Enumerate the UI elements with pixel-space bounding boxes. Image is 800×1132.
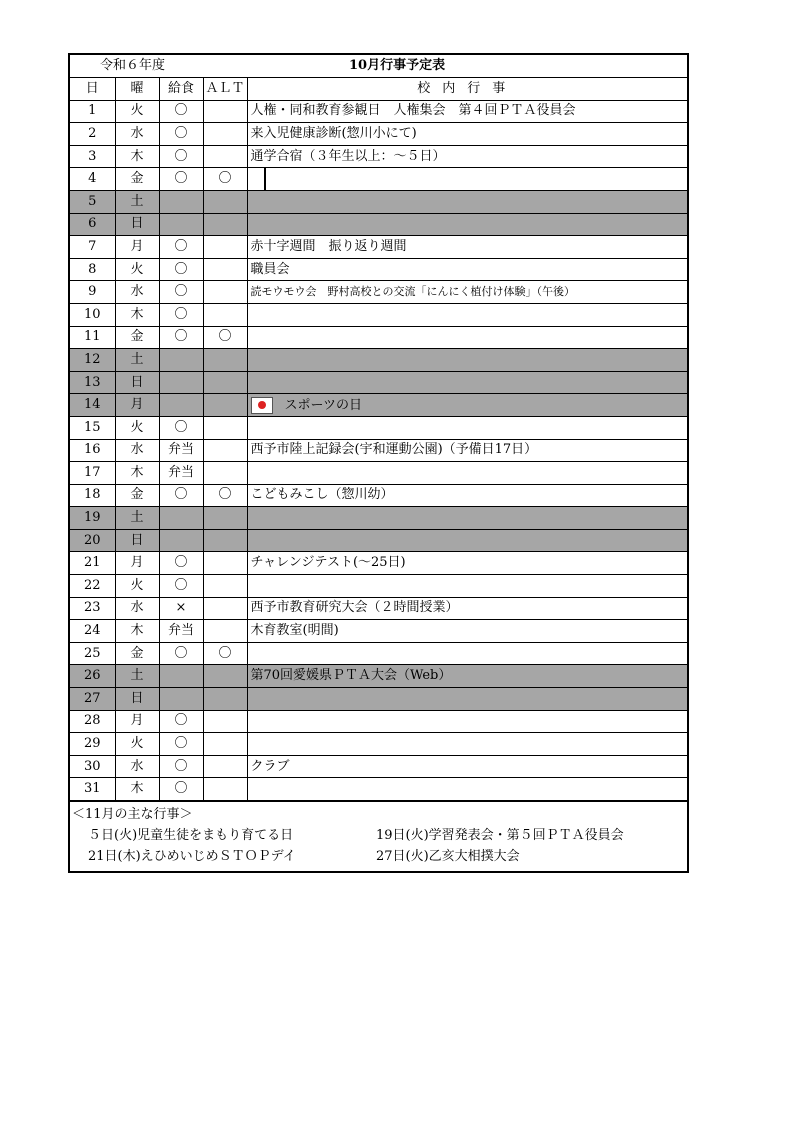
schedule-row	[70, 190, 687, 213]
weekday-cell: 日	[115, 213, 159, 236]
alt-cell	[203, 462, 247, 485]
fiscal-year: 令和６年度	[70, 55, 203, 78]
lunch-cell: 〇	[159, 281, 203, 304]
event-cell	[247, 258, 687, 281]
weekday-cell: 金	[115, 642, 159, 665]
note-item: 27日(火)乙亥大相撲大会	[376, 849, 520, 864]
alt-cell	[203, 213, 247, 236]
alt-cell	[203, 281, 247, 304]
event-cell	[247, 733, 687, 756]
day-cell: 4	[70, 168, 115, 191]
notes-heading: ＜11月の主な行事＞	[72, 807, 193, 822]
event-cell	[247, 710, 687, 733]
continuation-arrow-icon	[264, 168, 266, 192]
weekday-cell: 水	[115, 123, 159, 146]
schedule-row	[70, 642, 687, 665]
note-item: 21日(木)えひめいじめＳＴＯＰデイ	[88, 849, 296, 864]
schedule-row	[70, 145, 687, 168]
day-cell: 25	[70, 642, 115, 665]
weekday-cell: 日	[115, 529, 159, 552]
event-text: 職員会	[250, 261, 290, 277]
event-cell	[247, 688, 687, 711]
schedule-row	[70, 507, 687, 530]
event-cell	[247, 597, 687, 620]
weekday-cell: 金	[115, 168, 159, 191]
lunch-cell	[159, 665, 203, 688]
event-text: 来入児健康診断(惣川小にて)	[250, 125, 417, 141]
day-cell: 21	[70, 552, 115, 575]
weekday-cell: 木	[115, 462, 159, 485]
schedule-row	[70, 100, 687, 123]
alt-cell	[203, 145, 247, 168]
day-cell: 2	[70, 123, 115, 146]
event-cell	[247, 665, 687, 688]
day-cell: 30	[70, 755, 115, 778]
day-cell: 28	[70, 710, 115, 733]
alt-cell	[203, 394, 247, 417]
day-cell: 26	[70, 665, 115, 688]
day-cell: 23	[70, 597, 115, 620]
alt-cell	[203, 507, 247, 530]
day-cell: 10	[70, 303, 115, 326]
weekday-cell: 水	[115, 755, 159, 778]
schedule-row	[70, 710, 687, 733]
event-text: 西予市教育研究大会（２時間授業）	[250, 600, 459, 616]
event-cell	[247, 575, 687, 598]
day-cell: 18	[70, 484, 115, 507]
day-cell: 20	[70, 529, 115, 552]
page-title: 10月行事予定表	[203, 55, 687, 78]
weekday-cell: 木	[115, 620, 159, 643]
lunch-cell: 〇	[159, 575, 203, 598]
weekday-cell: 月	[115, 710, 159, 733]
day-cell: 15	[70, 416, 115, 439]
schedule-row	[70, 371, 687, 394]
col-header-events: 校内行事	[247, 78, 687, 101]
notes-row	[70, 846, 687, 867]
schedule-row	[70, 552, 687, 575]
alt-cell	[203, 416, 247, 439]
lunch-cell: 〇	[159, 258, 203, 281]
day-cell: 29	[70, 733, 115, 756]
weekday-cell: 木	[115, 145, 159, 168]
weekday-cell: 金	[115, 326, 159, 349]
schedule-row	[70, 123, 687, 146]
day-cell: 27	[70, 688, 115, 711]
event-text: 第70回愛媛県ＰＴＡ大会（Web）	[250, 668, 452, 684]
note-item: 19日(火)学習発表会・第５回ＰＴＡ役員会	[376, 828, 624, 843]
schedule-row	[70, 529, 687, 552]
day-cell: 6	[70, 213, 115, 236]
day-cell: 16	[70, 439, 115, 462]
weekday-cell: 水	[115, 281, 159, 304]
lunch-cell	[159, 371, 203, 394]
event-text: 西予市陸上記録会(宇和運動公園)（予備日17日）	[250, 442, 538, 458]
schedule-row	[70, 258, 687, 281]
alt-cell	[203, 349, 247, 372]
lunch-cell	[159, 394, 203, 417]
day-cell: 12	[70, 349, 115, 372]
alt-cell	[203, 100, 247, 123]
weekday-cell: 月	[115, 236, 159, 259]
schedule-row	[70, 733, 687, 756]
day-cell: 31	[70, 778, 115, 801]
weekday-cell: 月	[115, 552, 159, 575]
alt-cell	[203, 575, 247, 598]
alt-cell	[203, 371, 247, 394]
lunch-cell: 〇	[159, 552, 203, 575]
day-cell: 11	[70, 326, 115, 349]
schedule-row	[70, 281, 687, 304]
lunch-cell: 弁当	[159, 462, 203, 485]
event-cell	[247, 190, 687, 213]
alt-cell	[203, 529, 247, 552]
event-cell	[247, 416, 687, 439]
alt-cell: 〇	[203, 642, 247, 665]
event-cell	[247, 484, 687, 507]
event-cell	[247, 123, 687, 146]
alt-cell: 〇	[203, 484, 247, 507]
national-flag-icon	[251, 397, 273, 414]
november-notes	[70, 801, 687, 871]
day-cell: 7	[70, 236, 115, 259]
lunch-cell: ×	[159, 597, 203, 620]
day-cell: 1	[70, 100, 115, 123]
day-cell: 19	[70, 507, 115, 530]
event-text: チャレンジテスト(～25日)	[250, 555, 406, 571]
event-cell	[247, 303, 687, 326]
alt-cell	[203, 190, 247, 213]
col-header-lunch: 給食	[159, 78, 203, 101]
alt-cell	[203, 733, 247, 756]
alt-cell	[203, 665, 247, 688]
lunch-cell	[159, 190, 203, 213]
event-cell	[247, 371, 687, 394]
schedule-row	[70, 326, 687, 349]
weekday-cell: 金	[115, 484, 159, 507]
event-text: 通学合宿（３年生以上：～５日）	[250, 148, 446, 164]
schedule-row	[70, 168, 687, 191]
schedule-row	[70, 416, 687, 439]
weekday-cell: 火	[115, 733, 159, 756]
lunch-cell: 〇	[159, 733, 203, 756]
alt-cell: 〇	[203, 168, 247, 191]
schedule-row	[70, 236, 687, 259]
weekday-cell: 火	[115, 100, 159, 123]
alt-cell	[203, 778, 247, 801]
day-cell: 14	[70, 394, 115, 417]
lunch-cell: 〇	[159, 755, 203, 778]
event-text: スポーツの日	[284, 397, 362, 413]
note-item: ５日(火)児童生徒をまもり育てる日	[88, 828, 294, 843]
alt-cell	[203, 123, 247, 146]
lunch-cell	[159, 507, 203, 530]
lunch-cell: 〇	[159, 778, 203, 801]
col-header-alt: ＡＬＴ	[203, 78, 247, 101]
weekday-cell: 土	[115, 507, 159, 530]
lunch-cell: 〇	[159, 326, 203, 349]
schedule-row	[70, 394, 687, 417]
schedule-row	[70, 213, 687, 236]
alt-cell	[203, 710, 247, 733]
event-text: 人権・同和教育参観日 人権集会 第４回ＰＴＡ役員会	[250, 103, 576, 119]
event-cell	[247, 326, 687, 349]
weekday-cell: 土	[115, 190, 159, 213]
weekday-cell: 木	[115, 303, 159, 326]
event-text: 赤十字週間 振り返り週間	[250, 238, 407, 254]
event-cell	[247, 462, 687, 485]
schedule-row	[70, 597, 687, 620]
header-row	[70, 78, 687, 101]
event-cell	[247, 168, 687, 191]
lunch-cell: 〇	[159, 484, 203, 507]
event-cell	[247, 236, 687, 259]
alt-cell	[203, 236, 247, 259]
notes-row	[70, 825, 687, 846]
schedule-row	[70, 755, 687, 778]
schedule-row	[70, 620, 687, 643]
alt-cell	[203, 258, 247, 281]
schedule-row	[70, 303, 687, 326]
event-cell	[247, 552, 687, 575]
event-cell	[247, 778, 687, 801]
schedule-row	[70, 665, 687, 688]
col-header-day: 日	[70, 78, 115, 101]
alt-cell	[203, 303, 247, 326]
lunch-cell	[159, 213, 203, 236]
lunch-cell	[159, 529, 203, 552]
alt-cell	[203, 688, 247, 711]
day-cell: 13	[70, 371, 115, 394]
lunch-cell: 〇	[159, 168, 203, 191]
event-text: クラブ	[250, 758, 290, 774]
event-cell	[247, 213, 687, 236]
day-cell: 22	[70, 575, 115, 598]
event-cell	[247, 394, 687, 417]
event-cell	[247, 620, 687, 643]
weekday-cell: 土	[115, 665, 159, 688]
event-cell	[247, 349, 687, 372]
alt-cell	[203, 597, 247, 620]
weekday-cell: 日	[115, 688, 159, 711]
event-text: こどもみこし（惣川幼）	[250, 487, 394, 503]
event-cell	[247, 145, 687, 168]
schedule-row	[70, 688, 687, 711]
day-cell: 24	[70, 620, 115, 643]
event-cell	[247, 529, 687, 552]
lunch-cell: 〇	[159, 710, 203, 733]
day-cell: 17	[70, 462, 115, 485]
lunch-cell	[159, 688, 203, 711]
col-header-dow: 曜	[115, 78, 159, 101]
event-cell	[247, 507, 687, 530]
schedule-row	[70, 778, 687, 801]
lunch-cell: 弁当	[159, 620, 203, 643]
event-text: 読モウモウ会 野村高校との交流「にんにく植付け体験」（午後）	[250, 285, 575, 299]
weekday-cell: 火	[115, 416, 159, 439]
schedule-sheet	[68, 53, 689, 873]
weekday-cell: 木	[115, 778, 159, 801]
alt-cell: 〇	[203, 326, 247, 349]
schedule-row	[70, 575, 687, 598]
weekday-cell: 水	[115, 439, 159, 462]
day-cell: 8	[70, 258, 115, 281]
alt-cell	[203, 620, 247, 643]
weekday-cell: 月	[115, 394, 159, 417]
alt-cell	[203, 552, 247, 575]
day-cell: 9	[70, 281, 115, 304]
schedule-row	[70, 439, 687, 462]
lunch-cell: 〇	[159, 236, 203, 259]
lunch-cell: 弁当	[159, 439, 203, 462]
schedule-table	[70, 55, 687, 801]
weekday-cell: 火	[115, 258, 159, 281]
lunch-cell: 〇	[159, 145, 203, 168]
event-text: 木育教室(明間)	[250, 623, 339, 639]
event-cell	[247, 281, 687, 304]
lunch-cell: 〇	[159, 123, 203, 146]
schedule-row	[70, 349, 687, 372]
lunch-cell: 〇	[159, 416, 203, 439]
weekday-cell: 水	[115, 597, 159, 620]
title-row	[70, 55, 687, 78]
weekday-cell: 火	[115, 575, 159, 598]
alt-cell	[203, 755, 247, 778]
schedule-row	[70, 484, 687, 507]
weekday-cell: 土	[115, 349, 159, 372]
alt-cell	[203, 439, 247, 462]
event-cell	[247, 755, 687, 778]
lunch-cell: 〇	[159, 642, 203, 665]
schedule-row	[70, 462, 687, 485]
event-cell	[247, 100, 687, 123]
day-cell: 3	[70, 145, 115, 168]
lunch-cell: 〇	[159, 303, 203, 326]
lunch-cell: 〇	[159, 100, 203, 123]
weekday-cell: 日	[115, 371, 159, 394]
lunch-cell	[159, 349, 203, 372]
event-cell	[247, 439, 687, 462]
event-cell	[247, 642, 687, 665]
day-cell: 5	[70, 190, 115, 213]
